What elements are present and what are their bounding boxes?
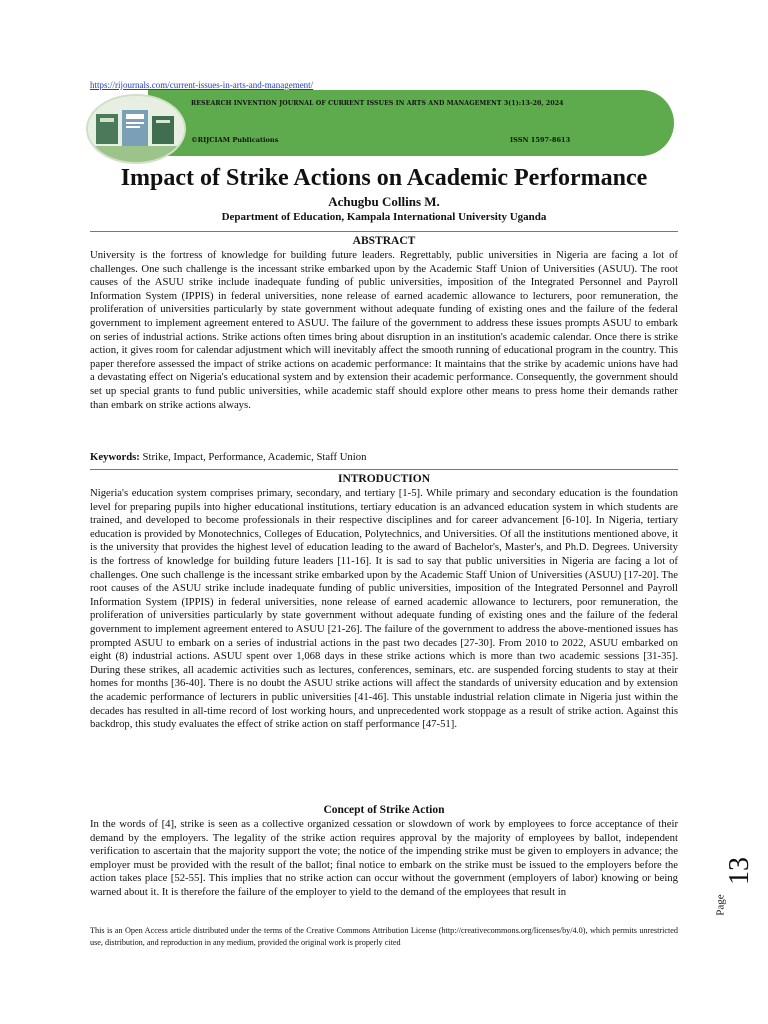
abstract-text: University is the fortress of knowledge for building future leaders. Regrettably, public universities in Nigeria are facing a lot of challenges. One such challenge is the incessant strike embarked upon by the Academic Staff Union of Universities (ASUU). The root causes of the ASUU strike include inadequate funding of public universities, imposition of the Integrated Personnel and Payroll Information System (IPPIS) in federal universities, none release of earned academic allowance to lecturers, poor remuneration, the proliferation of universities particularly by state government without adequate funding of existing ones and the failure of the federal government to implement agreement entered to ASUU. The failure of the government to address these issues prompts ASUU to embark on series of industrial actions. Strike actions often times bring about disruption in an institution's academic calendar. Once there is strike action, it gives room for calendar adjustment which will inevitably affect the smooth running of educational program in the country. This paper therefore assessed the impact of strike actions on academic performance: It maintains that the strike by academic unions have had a devastating effect on Nigeria's educational system and by extension their academic performance. Consequently, the government should set up special grants to fund public universities, while academic staff should explore other means to press home their demands rather than embark on strike actions always. [90, 249, 678, 411]
journal-banner [86, 90, 674, 156]
journal-url[interactable]: https://rijournals.com/current-issues-in-arts-and-management/ [90, 80, 314, 90]
article-title: Impact of Strike Actions on Academic Performance [120, 165, 648, 191]
page-number-label: Page [714, 894, 727, 916]
issn-label: ISSN 1597-8613 [510, 136, 571, 144]
divider [90, 469, 678, 470]
keywords-line [90, 451, 678, 465]
license-footer: This is an Open Access article distributed under the terms of the Creative Commons Attribution License (http://creativecommons.org/licenses/by/4.0), which permits unrestricted use, distribution, and reproduction in any medium, provided the original work is properly cited [90, 926, 678, 947]
journal-cover-icon [88, 96, 184, 162]
journal-title: RESEARCH INVENTION JOURNAL OF CURRENT ISSUES IN ARTS AND MANAGEMENT 3(1):13-20, 2024 [191, 100, 564, 107]
abstract-heading: ABSTRACT [352, 235, 416, 247]
article-author: Achugbu Collins M. [328, 194, 440, 209]
keywords-value: Strike, Impact, Performance, Academic, Staff Union [142, 451, 367, 463]
page-number-value: 13 [724, 857, 755, 885]
publisher-label: ©RIJCIAM Publications [191, 136, 279, 144]
author-affiliation: Department of Education, Kampala International University Uganda [221, 211, 547, 223]
concept-heading: Concept of Strike Action [323, 804, 445, 816]
journal-logo-image [86, 94, 186, 164]
page-number [708, 855, 755, 925]
concept-text: In the words of [4], strike is seen as a collective organized cessation or slowdown of work by employees to force acceptance of their demand by the employers. The legality of the strike action requires approval by the majority of employees by ballot, independent verification to ascertain that the majority support the vote; the notice of the impending strike must be given to employers in advance; the employer must be provided with the result of the ballot; final notice to embark on the strike must be issued to the employers before the action takes place [52-55]. This implies that no strike action can occur without the government (employers of labor) knowing or being warned about it. It is therefore the failure of the employer to yield to the demand of the employees that result in [90, 818, 678, 898]
introduction-text: Nigeria's education system comprises primary, secondary, and tertiary [1-5]. While primary and secondary education is the foundation level for preparing pupils into higher educational institutions, tertiary education is an advanced education system in which students are trained, and developed to become professionals in their respective disciplines and for career advancement [6-10]. In Nigeria, tertiary education is provided by Monotechnics, Colleges of Education, Polytechnics, and Universities. Of all the institutions mentioned above, it is the university that provides the highest level of education leading to the award of Bachelor's, Master's, and Ph.D. Degrees. University is the fortress of knowledge for building future leaders [11-16]. It is sad to say that public universities in Nigeria are facing a lot of challenges. One such challenge is the incessant strike embarked upon by the Academic Staff Union of Universities (ASUU) [17-20]. The root causes of the ASUU strike include inadequate funding of public universities, imposition of the Integrated Personnel and Payroll Information System (IPPIS) in federal universities, none release of earned academic allowance to lecturers, poor remuneration, the proliferation of universities particularly by state government without adequate funding of existing ones and the failure of the federal government to implement agreement entered to ASUU [21-26]. The failure of the government to address the above-mentioned issues has prompted ASUU to embark on a series of industrial actions in the past two decades [27-30]. From 2010 to 2022, ASUU embarked on eight (8) industrial actions. ASUU spent over 1,068 days in these strike actions which is more than two academic sessions [31-35]. During these strikes, all academic activities such as lectures, conferences, seminars, etc. are suspended forcing students to stay at their homes for months [36-40]. There is no doubt the ASUU strike actions will affect the standards of university education and by extension the academic performance of lecturers in public universities [41-46]. This unstable industrial relation climate in Nigeria just within the decades has resulted in all-time record of lost working hours, and unprecedented work stoppage as a result of strike action. Against this backdrop, this study evaluates the effect of strike action on staff performance [47-51]. [90, 487, 678, 731]
introduction-heading: INTRODUCTION [337, 473, 430, 485]
keywords-label: Keywords: [90, 451, 140, 463]
divider [90, 231, 678, 232]
